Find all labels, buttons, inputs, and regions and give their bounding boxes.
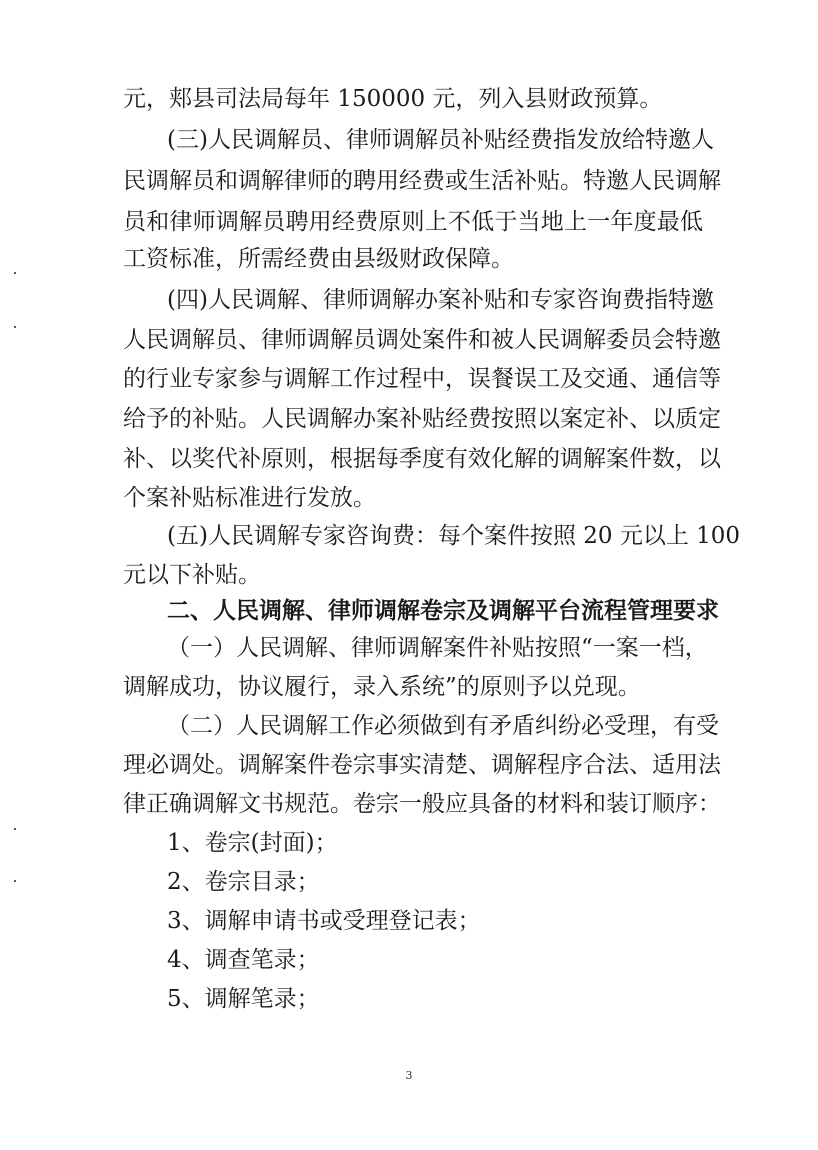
text-line: 3、调解申请书或受理登记表； [167, 908, 481, 934]
text-line: 补、以奖代补原则，根据每季度有效化解的调解案件数，以 [123, 446, 721, 472]
text-line: 4、调查笔录； [167, 947, 320, 973]
text-line: 调解成功，协议履行，录入系统”的原则予以兑现。 [123, 674, 641, 700]
text-line: 5、调解笔录； [167, 986, 320, 1012]
text-line: （二）人民调解工作必须做到有矛盾纠纷必受理，有受 [167, 713, 719, 739]
text-line: (三)人民调解员、律师调解员补贴经费指发放给特邀人 [167, 127, 714, 153]
text-line: 2、卷宗目录； [167, 869, 320, 895]
text-line: (五)人民调解专家咨询费：每个案件按照 20 元以上 100 [167, 523, 741, 549]
scan-mark [14, 828, 16, 830]
text-line: 民调解员和调解律师的聘用经费或生活补贴。特邀人民调解 [123, 168, 721, 194]
text-line: （一）人民调解、律师调解案件补贴按照“一案一档， [167, 635, 708, 661]
scan-mark [14, 272, 16, 274]
scan-mark [14, 326, 16, 328]
text-line: 给予的补贴。人民调解办案补贴经费按照以案定补、以质定 [123, 406, 721, 432]
page-number: 3 [405, 1069, 413, 1082]
text-line: 1、卷宗(封面)； [167, 830, 338, 856]
text-line: 律正确调解文书规范。卷宗一般应具备的材料和装订顺序： [123, 791, 721, 817]
text-line: 工资标准，所需经费由县级财政保障。 [123, 246, 514, 272]
text-line: 二、人民调解、律师调解卷宗及调解平台流程管理要求 [167, 598, 719, 624]
text-line: 元以下补贴。 [123, 562, 261, 588]
text-line: 个案补贴标准进行发放。 [123, 485, 376, 511]
text-line: 员和律师调解员聘用经费原则上不低于当地上一年度最低 [123, 209, 703, 235]
scan-mark [14, 880, 16, 882]
text-line: (四)人民调解、律师调解办案补贴和专家咨询费指特邀 [167, 287, 714, 313]
text-line: 理必调处。调解案件卷宗事实清楚、调解程序合法、适用法 [123, 752, 721, 778]
text-line: 人民调解员、律师调解员调处案件和被人民调解委员会特邀 [123, 327, 721, 353]
text-line: 元，郏县司法局每年 150000 元，列入县财政预算。 [123, 86, 663, 112]
text-line: 的行业专家参与调解工作过程中，误餐误工及交通、通信等 [123, 366, 721, 392]
